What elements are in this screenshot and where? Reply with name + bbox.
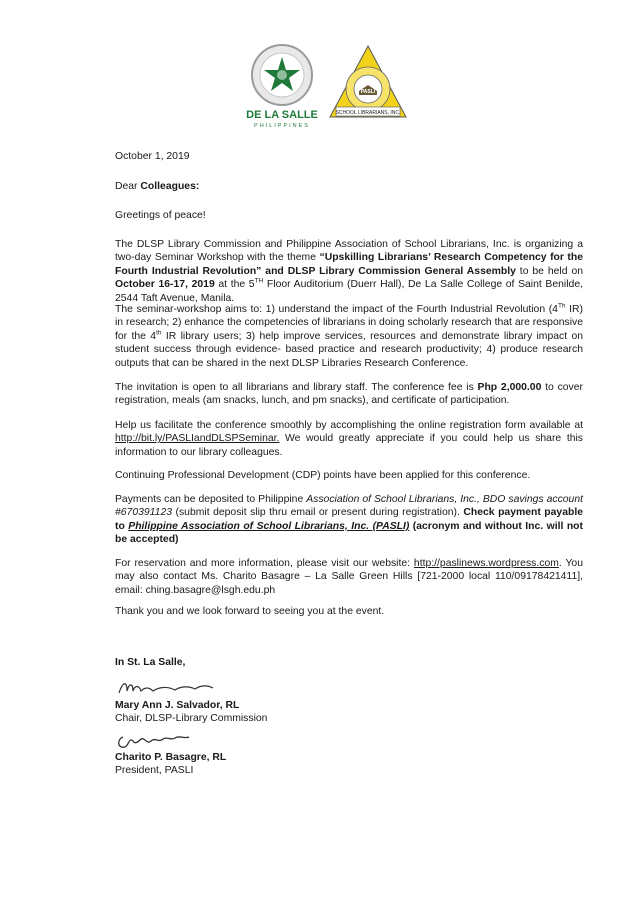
paragraph-thanks: Thank you and we look forward to seeing you at the event. [115,606,385,617]
paragraph-fee: The invitation is open to all librarians and library staff. The conference fee is Php 2,000.00 to cover registration, meals (am snacks, lunch, and pm snacks), and certificate of participation. [115,382,583,407]
signature-image-2 [115,729,225,751]
signatory-block-2: Charito P. Basagre, RL President, PASLI [115,751,583,778]
greeting: Greetings of peace! [115,210,206,221]
paragraph-aims: The seminar-workshop aims to: 1) understand the impact of the Fourth Industrial Revolution (4Th IR) in research; 2) enhance the competencies of librarians in doing scholarly research that are responsive for the 4th IR library users; 3) help improve services, resources and demonstrate library impact on student success through evidence- based practice and research productivity; 4) produce research outputs that can be shared in the next DLSP Libraries Research Conference. [115,302,584,369]
website-link[interactable]: http://paslinews.wordpress.com [413,558,559,569]
pasli-logo [330,46,406,117]
paragraph-event: The DLSP Library Commission and Philippine Association of School Librarians, Inc. is organizing a two-day Seminar Workshop with the theme “Upskilling Librarians’ Research Competency for the Fourth Industrial Revolution” and DLSP Library Commission General Assembly to be held on October 16-17, 2019 at the 5TH Floor Auditorium (Duerr Hall), De La Salle College of Saint Benilde, 2544 Taft Avenue, Manila. [115,239,584,304]
paragraph-registration: Help us facilitate the conference smoothly by accomplishing the online registration form available at http://bit.ly/PASLIandDLSPSeminar. We would greatly appreciate if you could help us share this information to our library colleagues. [115,420,583,458]
header-logos [240,43,410,131]
paragraph-contact: For reservation and more information, please visit our website: http://paslinews.wordpress.com. You may also contact Ms. Charito Basagre – La Salle Green Hills [721-2000 local 110/09178421411], email: ching.basagre@lsgh.edu.ph [115,558,583,596]
paragraph-cpd: Continuing Professional Development (CDP) points have been applied for this conference. [115,470,531,481]
dlsp-subtext: PHILIPPINES [254,123,310,129]
dlsp-logo [246,45,318,129]
salutation: Dear Colleagues: [115,181,200,192]
dlsp-wordmark: DE LA SALLE [246,109,318,121]
pasli-center-text: PASLI [360,89,376,95]
letter-date: October 1, 2019 [115,151,190,162]
signature-image-1 [115,677,225,699]
closing: In St. La Salle, [115,657,186,668]
pasli-bottom-text: SCHOOL LIBRARIANS, INC. [335,110,401,116]
paragraph-payment: Payments can be deposited to Philippine Association of School Librarians, Inc., BDO savings account #670391123 (submit deposit slip thru email or present during registration). Check payment payable to Philippine Association of School Librarians, Inc. (PASLI) (acronym and without Inc. will not be accepted) [115,494,583,546]
signatory-block-1: Mary Ann J. Salvador, RL Chair, DLSP-Library Commission [115,699,583,726]
registration-link[interactable]: http://bit.ly/PASLIandDLSPSeminar. [115,433,280,445]
